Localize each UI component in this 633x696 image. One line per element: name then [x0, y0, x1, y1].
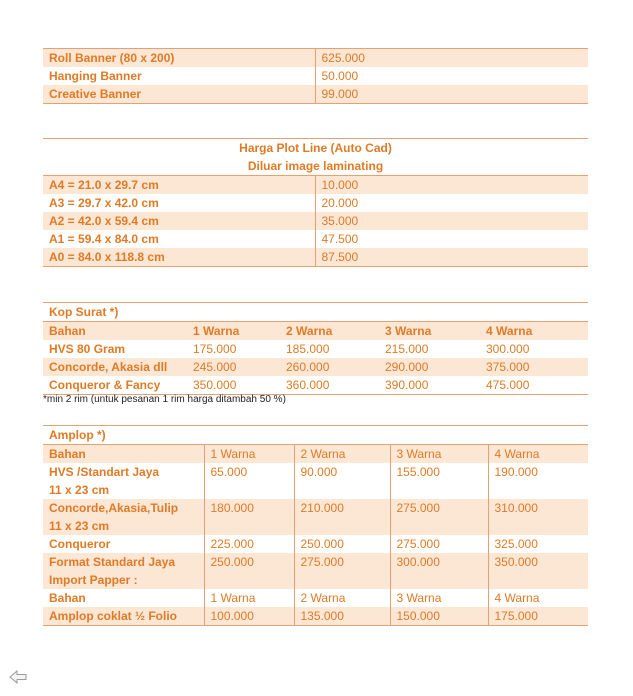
cell: 175.000	[193, 342, 237, 356]
cell: 300.000	[486, 342, 530, 356]
cell: 175.000	[488, 607, 588, 626]
cell: 350.000	[488, 553, 588, 571]
cell: 155.000	[390, 463, 488, 481]
row-label: Concorde,Akasia,Tulip	[43, 499, 204, 517]
back-arrow-icon[interactable]	[8, 668, 28, 686]
cell: 225.000	[204, 535, 294, 553]
table-title	[43, 139, 588, 158]
item-price: 99.000	[315, 85, 588, 104]
plot-title-line1: Harga Plot Line (Auto Cad)	[239, 141, 392, 155]
row-label-size: 11 x 23 cm	[49, 483, 110, 497]
item-price: 47.500	[315, 230, 588, 248]
table-row	[43, 463, 588, 481]
item-label: A4 = 21.0 x 29.7 cm	[43, 176, 315, 195]
table-row	[43, 85, 588, 104]
item-price: 87.500	[315, 248, 588, 267]
item-label: A2 = 42.0 x 59.4 cm	[43, 212, 315, 230]
item-label: A0 = 84.0 x 118.8 cm	[43, 248, 315, 267]
table-row	[43, 176, 588, 195]
cell: 325.000	[488, 535, 588, 553]
cell: 135.000	[294, 607, 390, 626]
header-bahan: Bahan	[43, 322, 187, 341]
table-title	[43, 303, 588, 322]
cell: 275.000	[390, 499, 488, 517]
table-row	[43, 607, 588, 626]
item-label: A3 = 29.7 x 42.0 cm	[49, 196, 159, 210]
plot-title-line2: Diluar image laminating	[247, 159, 384, 173]
table-header	[43, 445, 588, 464]
amplop-table	[43, 425, 588, 626]
kop-footnote: *min 2 rim (untuk pesanan 1 rim harga ditambah 50 %)	[43, 394, 286, 405]
row-label: Amplop coklat ½ Folio	[43, 607, 204, 626]
cell: 245.000	[187, 358, 280, 376]
cell: 100.000	[204, 607, 294, 626]
header-3-warna: 3 Warna	[390, 445, 488, 464]
banner-price-table	[43, 48, 588, 104]
table-row	[43, 481, 588, 499]
header-2-warna: 2 Warna	[294, 589, 390, 607]
table-header	[43, 589, 588, 607]
table-title	[43, 157, 588, 176]
table-row	[43, 499, 588, 517]
cell: 180.000	[204, 499, 294, 517]
header-1-warna: 1 Warna	[187, 322, 280, 341]
header-1-warna: 1 Warna	[204, 589, 294, 607]
row-label: Conqueror	[49, 537, 111, 551]
table-row	[43, 535, 588, 553]
row-label: HVS /Standart Jaya	[49, 465, 160, 479]
amplop-title: Amplop *)	[49, 428, 106, 442]
header-1-warna: 1 Warna	[204, 445, 294, 464]
item-label: Roll Banner (80 x 200)	[43, 49, 315, 68]
table-row	[43, 248, 588, 267]
cell: 390.000	[385, 378, 429, 392]
cell: 375.000	[480, 358, 588, 376]
row-label: Conqueror & Fancy	[49, 378, 161, 392]
table-row	[43, 571, 588, 589]
item-price: 50.000	[315, 67, 588, 85]
header-2-warna: 2 Warna	[294, 445, 390, 464]
cell: 210.000	[294, 499, 390, 517]
header-bahan: Bahan	[43, 445, 204, 464]
header-4-warna: 4 Warna	[488, 589, 588, 607]
table-row	[43, 376, 588, 395]
cell: 300.000	[390, 553, 488, 571]
kop-surat-table	[43, 302, 588, 395]
row-label: Concorde, Akasia dll	[43, 358, 187, 376]
table-row	[43, 49, 588, 68]
item-price: 20.000	[315, 194, 588, 212]
cell: 290.000	[379, 358, 480, 376]
plot-price-table	[43, 138, 588, 267]
row-label: Format Standard Jaya	[43, 553, 204, 571]
kop-title: Kop Surat *)	[49, 305, 119, 319]
cell: 215.000	[385, 342, 429, 356]
cell: 275.000	[390, 535, 488, 553]
cell: 250.000	[204, 553, 294, 571]
table-row	[43, 194, 588, 212]
row-label: HVS 80 Gram	[49, 342, 126, 356]
cell: 360.000	[286, 378, 330, 392]
cell: 65.000	[204, 463, 294, 481]
row-label-sub: Import Papper :	[43, 571, 204, 589]
cell: 190.000	[488, 463, 588, 481]
cell: 250.000	[294, 535, 390, 553]
table-title	[43, 426, 588, 445]
cell: 150.000	[390, 607, 488, 626]
cell: 310.000	[488, 499, 588, 517]
header-3-warna: 3 Warna	[390, 589, 488, 607]
header-3-warna: 3 Warna	[379, 322, 480, 341]
item-price: 625.000	[315, 49, 588, 68]
table-row	[43, 358, 588, 376]
item-label: A1 = 59.4 x 84.0 cm	[49, 232, 159, 246]
row-label-size: 11 x 23 cm	[43, 517, 204, 535]
cell: 90.000	[294, 463, 390, 481]
table-row	[43, 230, 588, 248]
table-row	[43, 517, 588, 535]
header-4-warna: 4 Warna	[488, 445, 588, 464]
header-bahan: Bahan	[49, 591, 86, 605]
table-header	[43, 322, 588, 341]
cell: 350.000	[193, 378, 237, 392]
cell: 475.000	[486, 378, 530, 392]
header-4-warna: 4 Warna	[480, 322, 588, 341]
item-label: Creative Banner	[43, 85, 315, 104]
cell: 275.000	[294, 553, 390, 571]
item-price: 35.000	[315, 212, 588, 230]
item-price: 10.000	[315, 176, 588, 195]
table-row	[43, 553, 588, 571]
table-row	[43, 340, 588, 358]
header-2-warna: 2 Warna	[280, 322, 379, 341]
item-label: Hanging Banner	[49, 69, 142, 83]
table-row	[43, 212, 588, 230]
cell: 260.000	[280, 358, 379, 376]
table-row	[43, 67, 588, 85]
cell: 185.000	[286, 342, 330, 356]
